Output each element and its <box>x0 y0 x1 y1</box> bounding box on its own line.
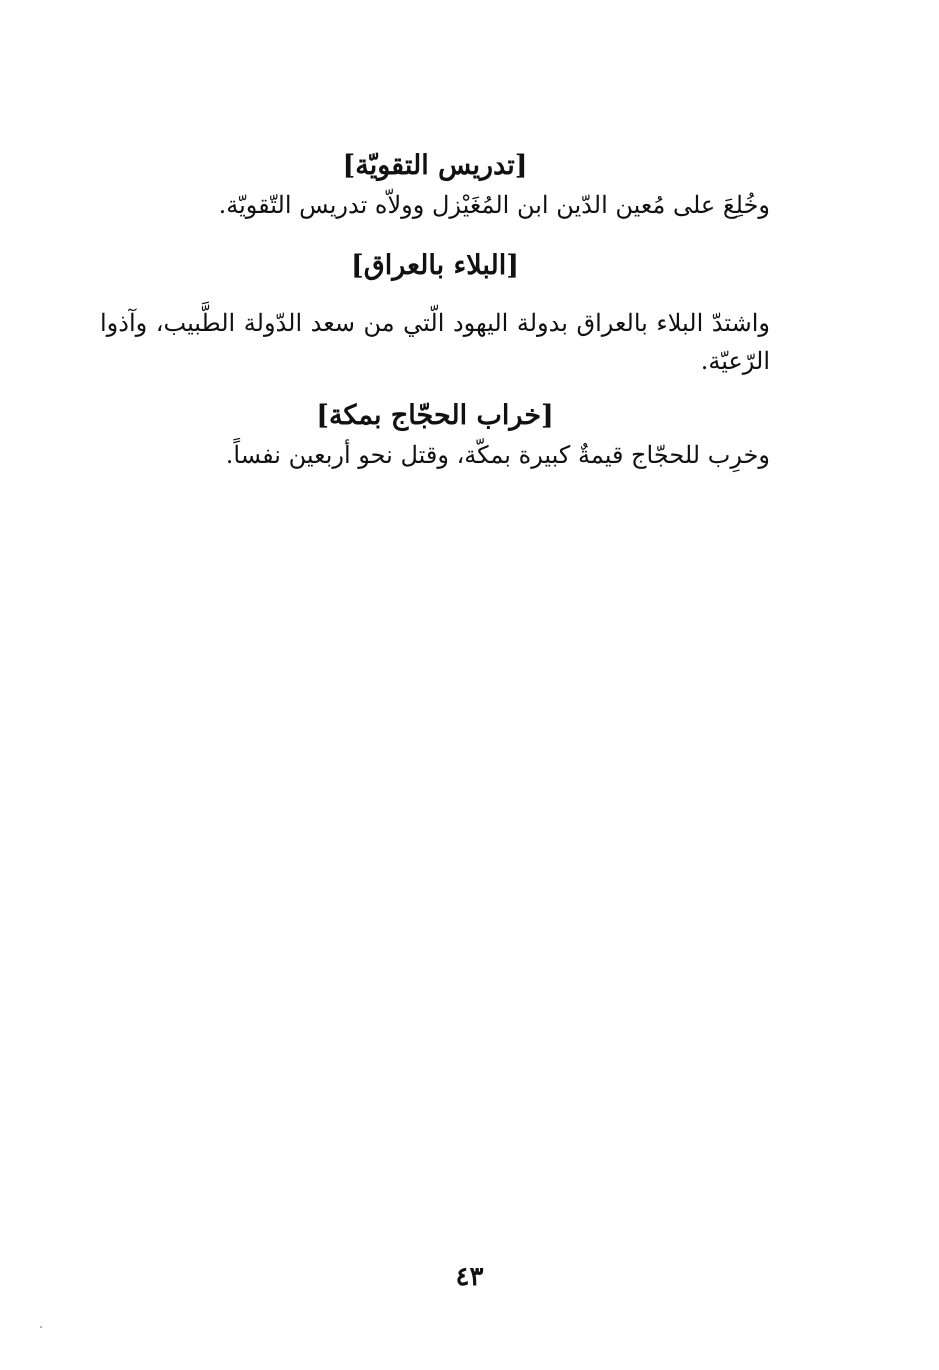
section-paragraph: وخُلِعَ على مُعين الدّين ابن المُغَيْزل وولاّه تدريس التّقويّة. <box>218 191 770 219</box>
section-heading: [تدريس التقويّة] <box>342 150 528 181</box>
scan-speck <box>40 1326 42 1328</box>
section-taqwiyya <box>100 146 770 224</box>
section-heading: [خراب الحجّاج بمكة] <box>316 400 554 431</box>
page-number: ٤٣ <box>455 1262 484 1292</box>
section-heading: [البلاء بالعراق] <box>351 250 519 281</box>
section-mecca <box>100 396 770 474</box>
section-iraq <box>100 246 770 380</box>
section-paragraph: واشتدّ البلاء بالعراق بدولة اليهود الّتي من سعد الدّولة الطَّبيب، وآذوا الرّعيّة. <box>100 309 770 375</box>
section-paragraph: وخرِب للحجّاج قيمةٌ كبيرة بمكّة، وقتل نحو أربعين نفساً. <box>225 441 770 469</box>
